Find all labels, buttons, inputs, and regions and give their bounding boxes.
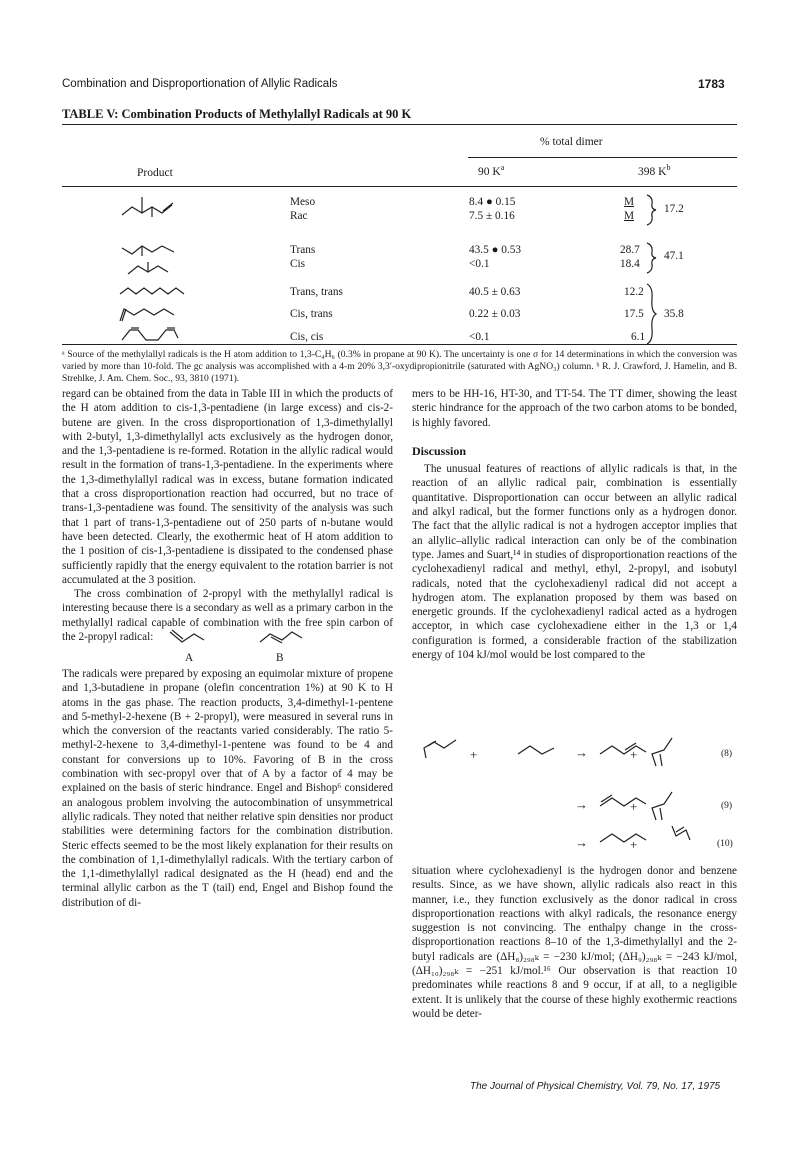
row-label: Rac (290, 210, 308, 222)
row-label: Cis (290, 258, 306, 270)
right-column-top (412, 387, 737, 662)
journal-footer: The Journal of Physical Chemistry, Vol. 79, No. 17, 1975 (470, 1081, 721, 1092)
row-398k-value: M (624, 210, 635, 222)
table-footnote: ᵃ Source of the methylallyl radicals is the H atom addition to 1,3-C₄H₆ (0.3% in propane at 90 K). The uncertainty is one σ for 14 determinations in which the conversion was varied by more than 10-fold. The gc analysis was accomplished with a 4-m 20% 3,3′-oxydipropionitrile (saturated with AgNO₃) column. ᵇ R. J. Crawford, J. Hamelin, and B. Strehlke, J. Am. Chem. Soc., 93, 3810 (1971). (62, 349, 737, 384)
paragraph: The cross combination of 2-propyl with the methylallyl radical is interesting because there is a secondary as well as a primary carbon in the methylallyl radical capable of combination with the free spin carbon of the 2-propyl radical: (62, 588, 393, 644)
paragraph: The radicals were prepared by exposing an equimolar mixture of propene and 1,3-butadiene in propane (olefin concentration 1%) at 90 K to H atoms in the gas phase. The reaction products, 3,4-dimethyl-1-pentene and 5-methyl-2-hexene (B + 2-propyl), were measured in several runs in which the conversion of the reactants varied considerably. The ratio 5-methyl-2-hexene to 3,4-dimethyl-1-pentene was found to be 4 and constant for conversions up to 10%. Favoring of B in the cross combination with sec-propyl over that of A by a factor of 4 may be explained on the basis of steric hindrance. Engel and Bishop⁶ considered an analogous problem involving the autocombination of unsymmetrical allylic radicals. They noted that neither relative spin densities nor product stabilities were determining factors for the combination distribution. Steric effects seemed to be the most likely explanation for their results on the combination of 1,1-dimethylallyl radicals. With the tertiary carbon of the 1,1-dimethylallyl radical designated as the H (head) end and the terminal allylic carbon as the T (tail) end, Engel and Bishop found the distribution of di- (62, 668, 393, 909)
right-column-bottom (412, 864, 737, 1021)
plus-sign: + (630, 837, 638, 852)
structure-cc-diene-icon (118, 326, 180, 344)
row-90k-value: 0.22 ± 0.03 (469, 308, 521, 320)
plus-sign: + (630, 799, 638, 814)
brace-dienes (645, 283, 659, 345)
table-top-rule (62, 124, 737, 125)
page-number: 1783 (698, 77, 725, 91)
reaction-scheme-icon (420, 736, 690, 852)
table-group-rule (468, 157, 737, 158)
radical-a-structure-icon (168, 628, 208, 648)
running-title: Combination and Disproportionation of Allylic Radicals (62, 78, 338, 90)
row-398k-value: 28.7 (620, 244, 640, 256)
row-398k-value: M (624, 196, 635, 208)
reaction-arrow: → (575, 797, 588, 812)
section-heading: Discussion (412, 443, 467, 458)
structure-dimethylhexadiene-icon (118, 193, 178, 219)
row-90k-value: <0.1 (469, 258, 490, 270)
row-label: Cis, trans (290, 308, 333, 320)
paragraph: situation where cyclohexadienyl is the hydrogen donor and benzene results. Since, as we have shown, allylic radicals also react in this manner, i.e., they function exclusively as the donor radical in cross disproportionation reactions with alkyl radicals, the resonance energy suggestion is not convincing. The enthalpy change in the cross-disproportionation reactions 8–10 of the 1,3-dimethylallyl and the 2-butyl radicals are (ΔH₈)₂₉₈ₖ = −230 kJ/mol; (ΔH₉)₂₉₈ₖ = −243 kJ/mol, (ΔH₁₀)₂₉₈ₖ = −251 kJ/mol.¹⁶ Our observation is that reaction 10 predominates while reactions 8 and 9 occur, if at all, to a negligible extent. It is unlikely that the course of these highly exothermic reactions would be deter- (412, 865, 737, 1020)
equation-number: (9) (721, 801, 733, 811)
header-total-dimer: % total dimer (540, 136, 603, 148)
paragraph: regard can be obtained from the data in Table III in which the products of the H atom addition to cis-1,3-pentadiene (in large excess) and cis-2-butene are given. In the cross disproportionation of 1,3-dimethylallyl with 2-butyl, 1,3-dimethylallyl acts exclusively as the hydrogen donor, and the 1,3-pentadiene is re-formed. Rotation in the allylic radical would result in the formation of trans-1,3-pentadiene. In the experiments where the 1,3-dimethylallyl radical was in excess, butane formation indicated that a cross disproportionation reaction had occurred, but no trace of trans-1,3-pentadiene was found. The sensitivity of the analysis was such that 1 part of trans-1,3-pentadiene out of 250 parts of n-butane would have been detected. Clearly, the exothermic heat of H atom addition to the 1 position of cis-1,3-pentadiene is dissipated to the condensed phase sufficiently rapidly that the energy equivalent to the rotation barrier is not accumulated at the 3 position. (62, 388, 393, 586)
paragraph: mers to be HH-16, HT-30, and TT-54. The TT dimer, showing the least steric hindrance for the approach of the two carbon atoms to be bonded, is highly favored. (412, 388, 737, 429)
reaction-arrow: → (575, 745, 588, 760)
header-398k: 398 $K^b$ (638, 163, 671, 178)
group-total: 47.1 (664, 250, 684, 262)
label-a: A (185, 652, 194, 664)
row-90k-value: 7.5 ± 0.16 (469, 210, 515, 222)
left-column-bottom (62, 667, 393, 910)
row-label: Cis, cis (290, 331, 324, 343)
brace-meso-rac (645, 194, 659, 226)
group-total: 35.8 (664, 308, 684, 320)
row-90k-value: 43.5 ● 0.53 (469, 244, 522, 256)
label-b: B (276, 652, 284, 664)
radical-b-structure-icon (258, 628, 304, 648)
row-90k-value: <0.1 (469, 331, 490, 343)
table-header-rule (62, 186, 737, 187)
group-total: 17.2 (664, 203, 684, 215)
brace-trans-cis (645, 242, 659, 274)
row-398k-value: 6.1 (631, 331, 646, 343)
plus-sign: + (470, 747, 478, 762)
structure-octadiene-icon (118, 240, 180, 280)
row-label: Trans, trans (290, 286, 343, 298)
row-label: Trans (290, 244, 316, 256)
table-title: TABLE V: Combination Products of Methylallyl Radicals at 90 K (62, 107, 412, 121)
row-90k-value: 8.4 ● 0.15 (469, 196, 516, 208)
row-398k-value: 17.5 (624, 308, 644, 320)
left-column-top (62, 387, 393, 644)
equation-number: (10) (717, 839, 733, 849)
row-90k-value: 40.5 ± 0.63 (469, 286, 521, 298)
structure-ct-diene-icon (118, 305, 180, 325)
equation-number: (8) (721, 749, 733, 759)
paragraph: The unusual features of reactions of allylic radicals is that, in the reaction of an allylic radical pair, combination is essentially quantitative. Disproportionation can occur between an allylic radical and alkyl radical, but the former functions only as a hydrogen donor. The fact that the allylic radical is not a hydrogen acceptor implies that an allylic–allylic radical interaction can only be of the combination type. James and Suart,¹⁴ in studies of disproportionation reactions of the cyclohexadienyl radical and methyl, ethyl, 2-propyl, and isobutyl radicals, noted that the cyclohexadienyl radical did not accept a hydrogen atom. The explanation proposed by them was based on energetic grounds. If the cyclohexadienyl radical acted as a hydrogen acceptor, in which case cyclohexadiene either in the 1,3 or 1,4 configuration is formed, a considerable fraction of the stabilization energy of 104 kJ/mol would be lost compared to the (412, 463, 737, 662)
header-90k: 90 $K^a$ (478, 163, 505, 178)
structure-tt-diene-icon (118, 285, 190, 299)
row-label: Meso (290, 196, 316, 208)
table-bottom-rule (62, 344, 737, 345)
row-398k-value: 12.2 (624, 286, 644, 298)
reaction-arrow: → (575, 835, 588, 850)
row-398k-value: 18.4 (620, 258, 640, 270)
header-product: Product (137, 167, 173, 179)
plus-sign: + (630, 747, 638, 762)
